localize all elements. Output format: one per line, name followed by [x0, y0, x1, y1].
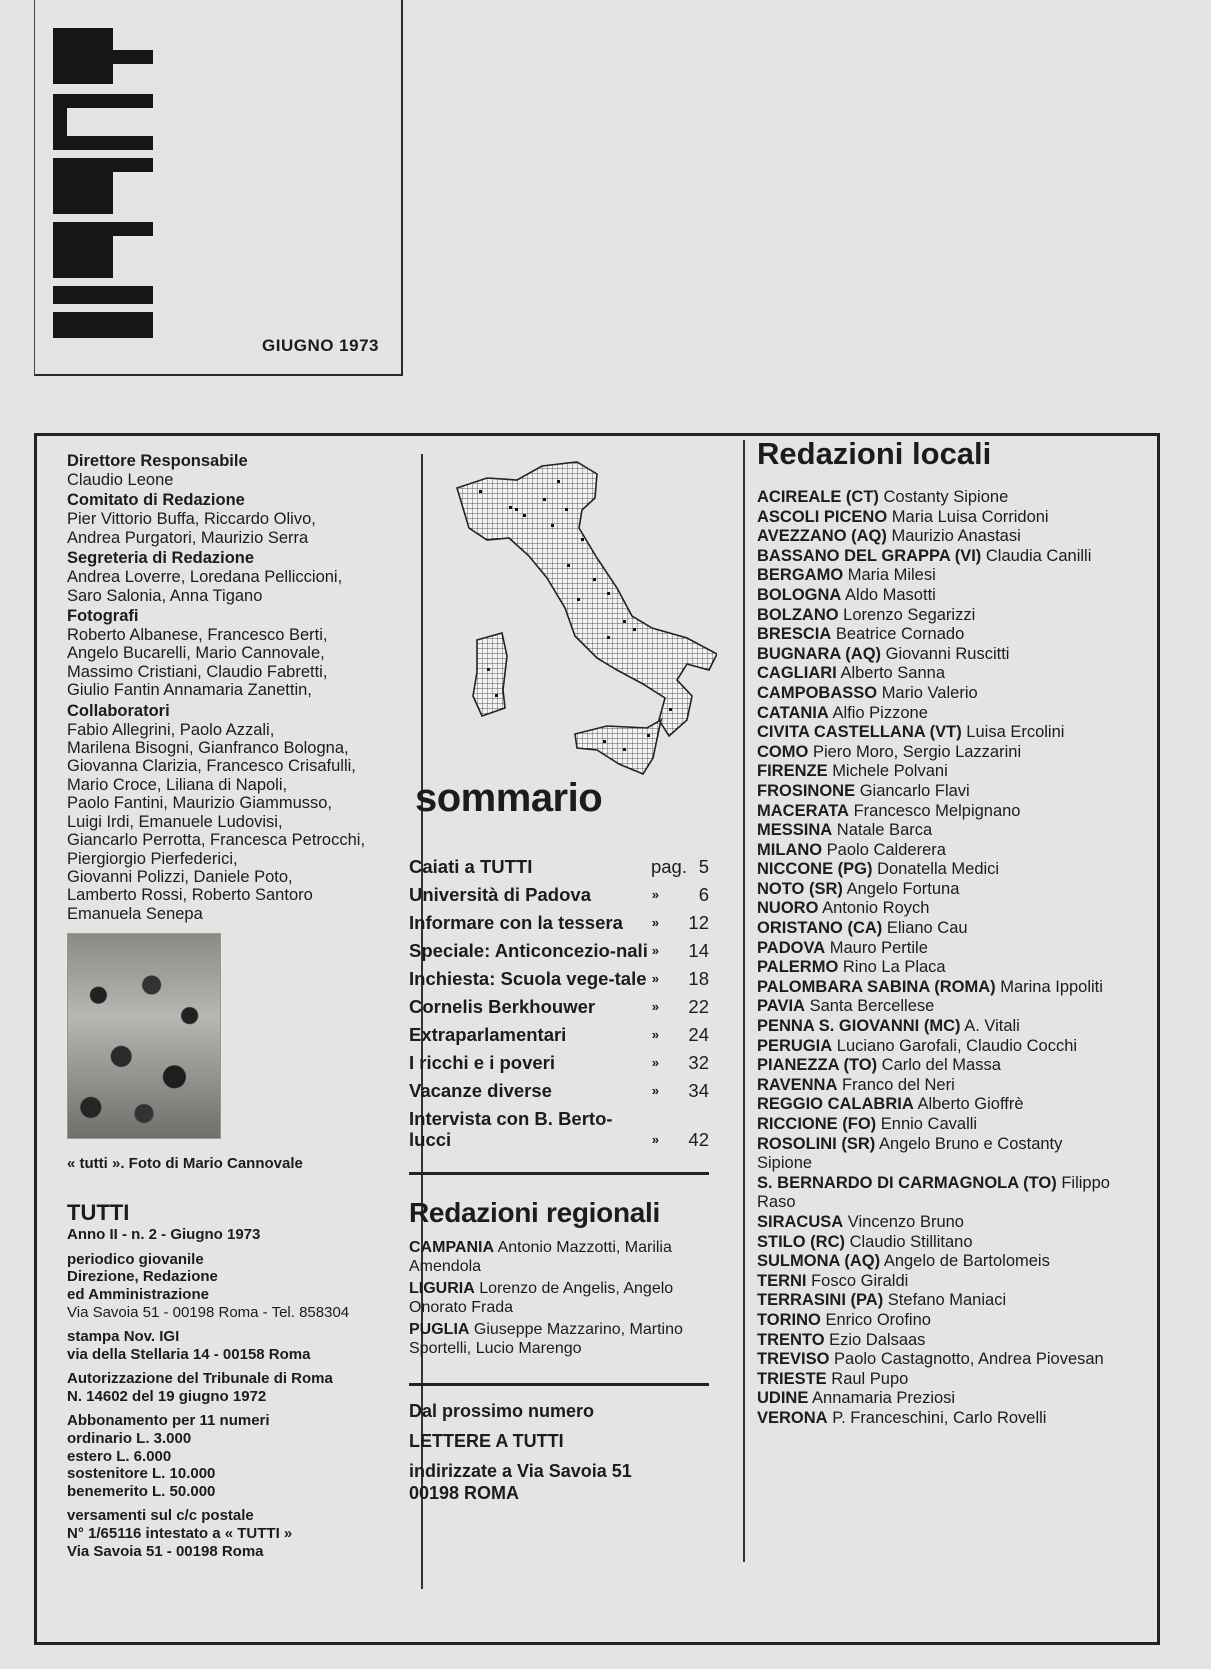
credit-heading: Segreteria di Redazione — [67, 549, 255, 568]
toc-ditto-mark: » — [651, 971, 659, 986]
local-entry — [757, 1311, 1117, 1331]
local-entry — [757, 939, 1117, 959]
toc-entry-title: Università di Padova — [409, 884, 591, 905]
publication-address: Via Savoia 51 - 00198 Roma - Tel. 858304 — [67, 1303, 350, 1321]
local-entry — [757, 997, 1117, 1017]
local-contacts: Raul Pupo — [831, 1369, 909, 1388]
local-entry — [757, 586, 1117, 606]
local-entry — [757, 1095, 1117, 1115]
toc-entry — [409, 940, 709, 961]
local-contacts: Stefano Maniaci — [887, 1291, 1007, 1310]
local-contacts: Marina Ippoliti — [1000, 977, 1103, 996]
credit-line: Massimo Cristiani, Claudio Fabretti, — [67, 662, 328, 681]
toc-entry — [409, 912, 709, 933]
local-city: SIRACUSA — [757, 1212, 844, 1231]
subscription-sostenitore: sostenitore L. 10.000 — [67, 1465, 216, 1483]
local-contacts: Alberto Gioffrè — [917, 1095, 1024, 1114]
toc-entry-title: Inchiesta: Scuola vege-tale — [409, 968, 647, 989]
credit-heading: Comitato di Redazione — [67, 491, 245, 510]
local-contacts: Angelo de Bartolomeis — [883, 1252, 1050, 1271]
toc-entry-title: Speciale: Anticoncezio-nali — [409, 940, 648, 961]
local-entry — [757, 782, 1117, 802]
local-city: ACIREALE (CT) — [757, 488, 879, 506]
local-entry — [757, 880, 1117, 900]
toc-ditto-mark: » — [651, 1027, 659, 1042]
local-entry — [757, 743, 1117, 763]
credit-line: Andrea Loverre, Loredana Pelliccioni, — [67, 568, 343, 587]
credits-column — [67, 450, 407, 1560]
sommario-title: sommario — [415, 776, 603, 820]
credit-line: Giancarlo Perrotta, Francesca Petrocchi, — [67, 831, 366, 850]
toc-entry-page: 18 — [688, 968, 709, 989]
regional-entry — [409, 1321, 709, 1358]
local-contacts: Maurizio Anastasi — [891, 527, 1021, 546]
toc-entry-page: 6 — [698, 884, 709, 905]
toc-rule — [409, 1172, 709, 1175]
local-entry — [757, 723, 1117, 743]
next-issue-line-2: LETTERE A TUTTI — [409, 1430, 564, 1451]
local-city: MESSINA — [757, 821, 833, 840]
local-contacts: Giovanni Ruscitti — [885, 644, 1010, 663]
toc-entry — [409, 1024, 709, 1045]
toc-entry — [409, 1108, 709, 1150]
local-entry — [757, 1233, 1117, 1253]
credit-line: Paolo Fantini, Maurizio Giammusso, — [67, 794, 333, 813]
toc-pag-label: pag. — [650, 856, 687, 877]
local-contacts: A. Vitali — [964, 1017, 1020, 1036]
toc-entry — [409, 856, 709, 877]
local-city: REGGIO CALABRIA — [757, 1095, 914, 1114]
toc-ditto-mark: » — [651, 915, 659, 930]
local-contacts: Angelo Bruno e Costanty Sipione — [757, 1134, 1063, 1173]
toc-entry-title: Extraparlamentari — [409, 1024, 567, 1045]
local-city: FROSINONE — [757, 781, 856, 800]
credit-line: Luigi Irdi, Emanuele Ludovisi, — [67, 812, 283, 831]
local-contacts: Natale Barca — [836, 821, 933, 840]
toc-ditto-mark: » — [651, 943, 659, 958]
local-city: TORINO — [757, 1310, 821, 1329]
local-city: S. BERNARDO DI CARMAGNOLA (TO) — [757, 1173, 1057, 1192]
toc-entry-page: 5 — [698, 856, 709, 877]
toc-entry-title: Vacanze diverse — [409, 1080, 552, 1101]
credit-line: Lamberto Rossi, Roberto Santoro — [67, 886, 313, 905]
local-entry — [757, 978, 1117, 998]
local-entry — [757, 1056, 1117, 1076]
local-entry — [757, 606, 1117, 626]
local-entry — [757, 821, 1117, 841]
local-offices-title: Redazioni locali — [757, 436, 992, 471]
local-city: RICCIONE (FO) — [757, 1115, 877, 1133]
contents-frame — [34, 433, 1160, 1645]
credit-line: Andrea Purgatori, Maurizio Serra — [67, 528, 309, 547]
payment-line-1: versamenti sul c/c postale — [67, 1507, 254, 1525]
local-contacts: Paolo Castagnotto, Andrea Piovesan — [834, 1350, 1104, 1369]
local-contacts: Claudio Stillitano — [849, 1232, 973, 1251]
publication-desc-2: Direzione, Redazione — [67, 1268, 218, 1286]
local-contacts: Mario Valerio — [881, 683, 978, 702]
regional-rule — [409, 1383, 709, 1386]
local-entry — [757, 1252, 1117, 1272]
local-contacts: Maria Luisa Corridoni — [891, 507, 1049, 526]
credit-line: Roberto Albanese, Francesco Berti, — [67, 626, 328, 645]
credit-line: Mario Croce, Liliana di Napoli, — [67, 775, 288, 794]
local-entry — [757, 1213, 1117, 1233]
local-contacts: Alfio Pizzone — [832, 703, 928, 722]
subscription-benemerito: benemerito L. 50.000 — [67, 1482, 216, 1500]
payment-line-3: Via Savoia 51 - 00198 Roma — [67, 1542, 264, 1560]
local-contacts: Michele Polvani — [832, 762, 948, 781]
credit-line: Fabio Allegrini, Paolo Azzali, — [67, 720, 275, 739]
local-contacts: Angelo Fortuna — [846, 879, 960, 898]
local-city: COMO — [757, 742, 809, 761]
toc-entry — [409, 1052, 709, 1073]
toc-ditto-mark: » — [651, 1055, 659, 1070]
credit-line: Claudio Leone — [67, 471, 174, 489]
regional-title: Redazioni regionali — [409, 1197, 661, 1228]
local-entry — [757, 547, 1117, 567]
local-entry — [757, 899, 1117, 919]
local-city: PALOMBARA SABINA (ROMA) — [757, 977, 996, 996]
local-city: ROSOLINI (SR) — [757, 1134, 876, 1153]
local-city: MACERATA — [757, 801, 849, 820]
local-contacts: Costanty Sipione — [883, 488, 1009, 506]
local-city: UDINE — [757, 1389, 809, 1408]
toc-entry-title: I ricchi e i poveri — [409, 1052, 556, 1073]
italy-map — [447, 458, 717, 778]
payment-line-2: N° 1/65116 intestato a « TUTTI » — [67, 1525, 293, 1543]
subscription-ordinario: ordinario L. 3.000 — [67, 1430, 192, 1448]
local-entry — [757, 762, 1117, 782]
regional-contacts: Giuseppe Mazzarino, Martino Sportelli, Lucio Marengo — [409, 1321, 683, 1357]
authorization-line-1: Autorizzazione del Tribunale di Roma — [67, 1370, 333, 1388]
toc-entry-page: 24 — [688, 1024, 709, 1045]
regional-entry — [409, 1280, 709, 1317]
toc-entry-title: Caiati a TUTTI — [409, 856, 533, 877]
local-contacts: Rino La Placa — [842, 958, 946, 977]
local-city: BOLZANO — [757, 605, 839, 624]
local-entry — [757, 958, 1117, 978]
local-contacts: Donatella Medici — [877, 860, 1000, 879]
toc-entry-page: 12 — [688, 912, 709, 933]
local-contacts: Luisa Ercolini — [966, 723, 1065, 742]
local-city: SULMONA (AQ) — [757, 1252, 881, 1271]
masthead — [34, 0, 403, 376]
local-city: TERRASINI (PA) — [757, 1291, 884, 1310]
local-contacts: Ennio Cavalli — [880, 1115, 978, 1133]
local-contacts: Alberto Sanna — [840, 664, 946, 683]
local-contacts: Paolo Calderera — [826, 840, 946, 859]
next-issue-line-1: Dal prossimo numero — [409, 1400, 595, 1421]
publication-title: TUTTI — [67, 1200, 130, 1226]
authorization-line-2: N. 14602 del 19 giugno 1972 — [67, 1387, 267, 1405]
toc-ditto-mark: » — [651, 1083, 659, 1098]
toc-entry — [409, 968, 709, 989]
local-entry — [757, 1076, 1117, 1096]
local-city: CATANIA — [757, 703, 829, 722]
credit-line: Pier Vittorio Buffa, Riccardo Olivo, — [67, 510, 316, 529]
local-entry — [757, 1272, 1117, 1292]
toc-entry — [409, 1080, 709, 1101]
credit-line: Giovanni Polizzi, Daniele Poto, — [67, 867, 293, 886]
credit-heading: Collaboratori — [67, 701, 170, 720]
regional-name: PUGLIA — [409, 1321, 470, 1339]
local-contacts: P. Franceschini, Carlo Rovelli — [832, 1408, 1047, 1427]
toc-entry-page: 22 — [688, 996, 709, 1017]
local-city: NICCONE (PG) — [757, 860, 873, 879]
local-city: PAVIA — [757, 997, 805, 1016]
local-entry — [757, 625, 1117, 645]
print-line-1: stampa Nov. IGI — [67, 1328, 180, 1346]
credit-line: Giovanna Clarizia, Francesco Crisafulli, — [67, 757, 356, 776]
local-city: TRIESTE — [757, 1369, 827, 1388]
local-contacts: Antonio Roych — [822, 899, 930, 918]
local-city: CAMPOBASSO — [757, 683, 878, 702]
local-city: PADOVA — [757, 938, 826, 957]
local-contacts: Ezio Dalsaas — [829, 1330, 926, 1349]
local-entry — [757, 1037, 1117, 1057]
local-city: BUGNARA (AQ) — [757, 644, 882, 663]
local-city: MILANO — [757, 840, 823, 859]
credit-line: Marilena Bisogni, Gianfranco Bologna, — [67, 739, 349, 758]
local-city: PENNA S. GIOVANNI (MC) — [757, 1017, 961, 1036]
table-of-contents — [409, 856, 709, 1504]
local-entry — [757, 566, 1117, 586]
local-entry — [757, 802, 1117, 822]
local-city: CAGLIARI — [757, 664, 837, 683]
local-entry — [757, 664, 1117, 684]
local-contacts: Francesco Melpignano — [853, 801, 1021, 820]
publication-desc-3: ed Amministrazione — [67, 1285, 209, 1303]
local-city: BRESCIA — [757, 625, 832, 644]
next-issue-line-4: 00198 ROMA — [409, 1482, 520, 1503]
local-city: NUORO — [757, 899, 819, 918]
local-contacts: Beatrice Cornado — [835, 625, 965, 644]
local-entry — [757, 1370, 1117, 1390]
local-entry — [757, 919, 1117, 939]
local-entry — [757, 1115, 1117, 1135]
local-contacts: Mauro Pertile — [829, 938, 928, 957]
toc-entry — [409, 884, 709, 905]
credit-line: Saro Salonia, Anna Tigano — [67, 586, 263, 605]
local-contacts: Eliano Cau — [886, 919, 968, 938]
local-city: ORISTANO (CA) — [757, 919, 883, 938]
toc-entry-page: 14 — [688, 940, 709, 961]
local-entry — [757, 1350, 1117, 1370]
local-contacts: Franco del Neri — [841, 1075, 955, 1094]
local-city: TERNI — [757, 1271, 807, 1290]
crowd-photo — [67, 933, 221, 1139]
regional-name: LIGURIA — [409, 1280, 475, 1298]
local-entry — [757, 841, 1117, 861]
local-contacts: Piero Moro, Sergio Lazzarini — [812, 742, 1022, 761]
local-contacts: Santa Bercellese — [809, 997, 935, 1016]
toc-entry-title: Intervista con B. Berto-lucci — [409, 1108, 613, 1150]
regional-contacts: Antonio Mazzotti, Marilia Amendola — [409, 1239, 672, 1275]
credit-line: Emanuela Senepa — [67, 904, 203, 923]
local-city: NOTO (SR) — [757, 879, 843, 898]
local-contacts: Luciano Garofali, Claudio Cocchi — [836, 1036, 1078, 1055]
local-city: TRENTO — [757, 1330, 825, 1349]
local-contacts: Maria Milesi — [847, 566, 936, 585]
local-city: RAVENNA — [757, 1075, 838, 1094]
local-contacts: Claudia Canilli — [985, 546, 1092, 565]
publication-desc-1: periodico giovanile — [67, 1250, 204, 1268]
toc-entry-page: 42 — [688, 1129, 709, 1150]
local-city: VERONA — [757, 1408, 828, 1427]
local-contacts: Aldo Masotti — [845, 585, 936, 604]
local-entry — [757, 508, 1117, 528]
issue-date: GIUGNO 1973 — [262, 336, 379, 355]
toc-ditto-mark: » — [651, 1132, 659, 1147]
toc-entry-page: 32 — [688, 1052, 709, 1073]
local-entry — [757, 1409, 1117, 1429]
local-city: BOLOGNA — [757, 585, 842, 604]
local-city: STILO (RC) — [757, 1232, 845, 1251]
local-entry — [757, 1331, 1117, 1351]
local-city: CIVITA CASTELLANA (VT) — [757, 723, 962, 742]
credit-line: Angelo Bucarelli, Mario Cannovale, — [67, 644, 325, 663]
photo-caption: « tutti ». Foto di Mario Cannovale — [67, 1155, 303, 1173]
local-entry — [757, 527, 1117, 547]
print-line-2: via della Stellaria 14 - 00158 Roma — [67, 1345, 311, 1363]
local-city: TREVISO — [757, 1350, 830, 1369]
publication-issue: Anno II - n. 2 - Giugno 1973 — [67, 1226, 261, 1244]
toc-entry-title: Cornelis Berkhouwer — [409, 996, 596, 1017]
subscription-estero: estero L. 6.000 — [67, 1447, 172, 1465]
local-contacts: Carlo del Massa — [881, 1056, 1001, 1075]
toc-entry-page: 34 — [688, 1080, 709, 1101]
credit-line: Giulio Fantin Annamaria Zanettin, — [67, 681, 312, 700]
subscription-heading: Abbonamento per 11 numeri — [67, 1412, 270, 1430]
credit-line: Piergiorgio Pierfederici, — [67, 849, 238, 868]
local-entry — [757, 1291, 1117, 1311]
local-city: BASSANO DEL GRAPPA (VI) — [757, 546, 982, 565]
local-entry — [757, 645, 1117, 665]
local-contacts: Enrico Orofino — [825, 1310, 931, 1329]
local-entry — [757, 1389, 1117, 1409]
local-contacts: Lorenzo Segarizzi — [843, 605, 976, 624]
local-city: AVEZZANO (AQ) — [757, 527, 887, 546]
credit-heading: Fotografi — [67, 607, 139, 626]
local-city: ASCOLI PICENO — [757, 507, 888, 526]
toc-ditto-mark: » — [651, 887, 659, 902]
regional-entry — [409, 1239, 709, 1276]
toc-entry — [409, 996, 709, 1017]
local-offices-column — [757, 436, 1117, 1429]
local-city: PALERMO — [757, 958, 839, 977]
local-contacts: Giancarlo Flavi — [859, 781, 970, 800]
credit-heading: Direttore Responsabile — [67, 452, 248, 470]
local-entry — [757, 860, 1117, 880]
toc-ditto-mark: » — [651, 999, 659, 1014]
local-city: PIANEZZA (TO) — [757, 1056, 878, 1075]
local-city: FIRENZE — [757, 762, 828, 781]
regional-contacts: Lorenzo de Angelis, Angelo Onorato Frada — [409, 1280, 674, 1316]
local-entry — [757, 488, 1117, 508]
toc-entry-title: Informare con la tessera — [409, 912, 623, 933]
column-divider-right — [743, 440, 745, 1562]
local-contacts: Vincenzo Bruno — [847, 1212, 964, 1231]
local-entry — [757, 704, 1117, 724]
local-entry — [757, 1017, 1117, 1037]
tutti-logo — [53, 28, 153, 338]
next-issue-line-3: indirizzate a Via Savoia 51 — [409, 1460, 632, 1481]
regional-name: CAMPANIA — [409, 1239, 495, 1256]
local-entry — [757, 1174, 1117, 1213]
local-entry — [757, 1135, 1117, 1174]
local-entry — [757, 684, 1117, 704]
local-contacts: Fosco Giraldi — [811, 1271, 909, 1290]
next-issue-notice — [409, 1400, 709, 1504]
local-city: PERUGIA — [757, 1036, 833, 1055]
local-contacts: Annamaria Preziosi — [812, 1389, 956, 1408]
local-contacts: Filippo Raso — [757, 1173, 1110, 1212]
local-city: BERGAMO — [757, 566, 844, 585]
